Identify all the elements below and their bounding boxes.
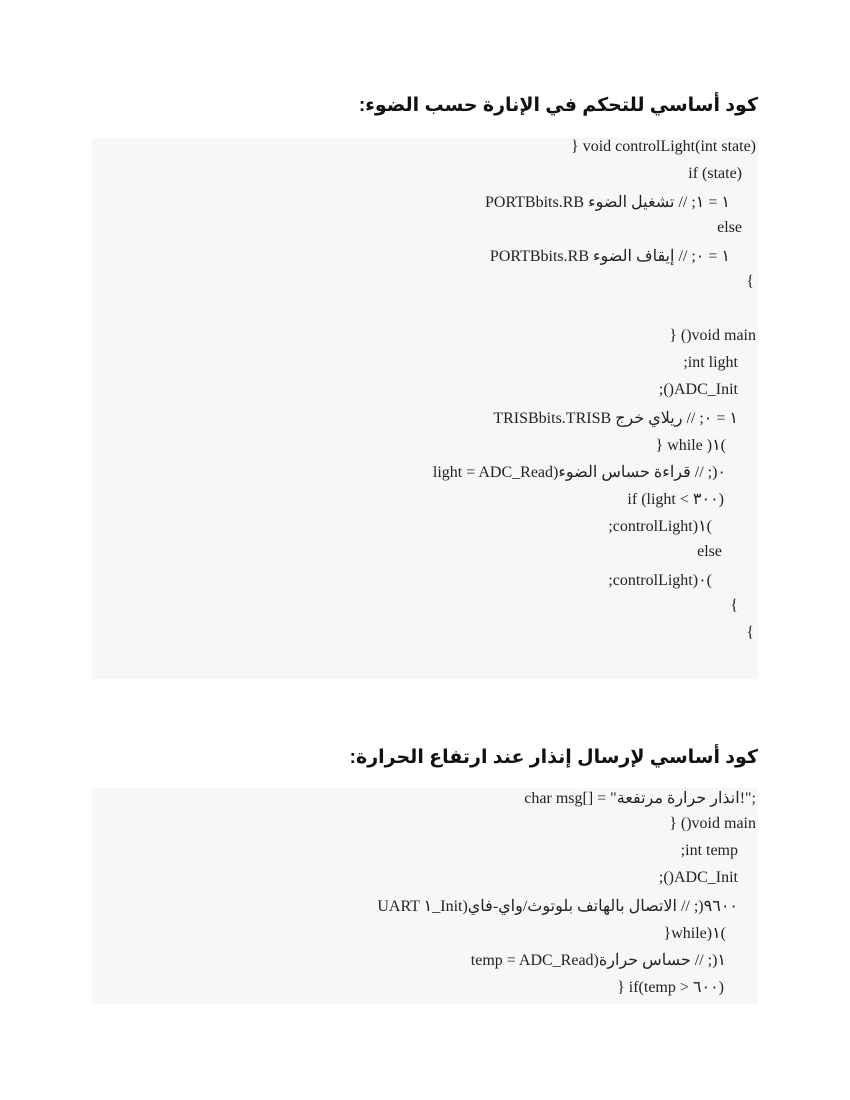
code-line: ;controlLight)٠( [608,572,712,589]
code-line: else [697,543,722,560]
code-line: { [730,597,738,614]
code-line: UART ١_Init)٩٦٠٠(; // الاتصال بالهاتف بلوتوث/واي-فاي [377,898,738,915]
code-line: else [717,219,742,236]
code-line: ;()ADC_Init [658,869,738,886]
code-line: if (state) [688,165,742,182]
code-block-1 [92,138,758,679]
code-line: }while)١( [663,925,726,942]
code-line: { [746,273,754,290]
code-line: ;int light [683,354,738,371]
code-line: } void controlLight(int state) [571,138,756,155]
code-block-2 [92,788,758,1004]
section-1-heading: كود أساسي للتحكم في الإنارة حسب الضوء: [358,95,758,116]
code-line: PORTBbits.RB ١ = ٠; // إيقاف الضوء [489,248,730,265]
section-2-heading: كود أساسي لإرسال إنذار عند ارتفاع الحرارة: [349,747,758,768]
code-line: { [746,624,754,641]
code-line: } ()void main [669,327,756,344]
code-line: if (light < ٣٠٠) [627,491,724,508]
code-line: ;()ADC_Init [658,381,738,398]
code-line: ;controlLight)١( [608,518,712,535]
code-line: ;int temp [680,842,738,859]
code-line: light = ADC_Read)٠(; // قراءة حساس الضوء [432,464,726,481]
code-line: } while )١( [655,437,726,454]
code-line: TRISBbits.TRISB ١ = ٠; // ريلاي خرج [493,410,738,427]
code-line: PORTBbits.RB ١ = ١; // تشغيل الضوء [484,194,730,211]
code-line: } ()void main [669,815,756,832]
code-line: temp = ADC_Read)١(; // حساس حرارة [470,952,726,969]
code-line: char msg[] = "انذار حرارة مرتفعة!"; [524,790,756,807]
code-line: } if(temp > ٦٠٠) [617,979,724,996]
